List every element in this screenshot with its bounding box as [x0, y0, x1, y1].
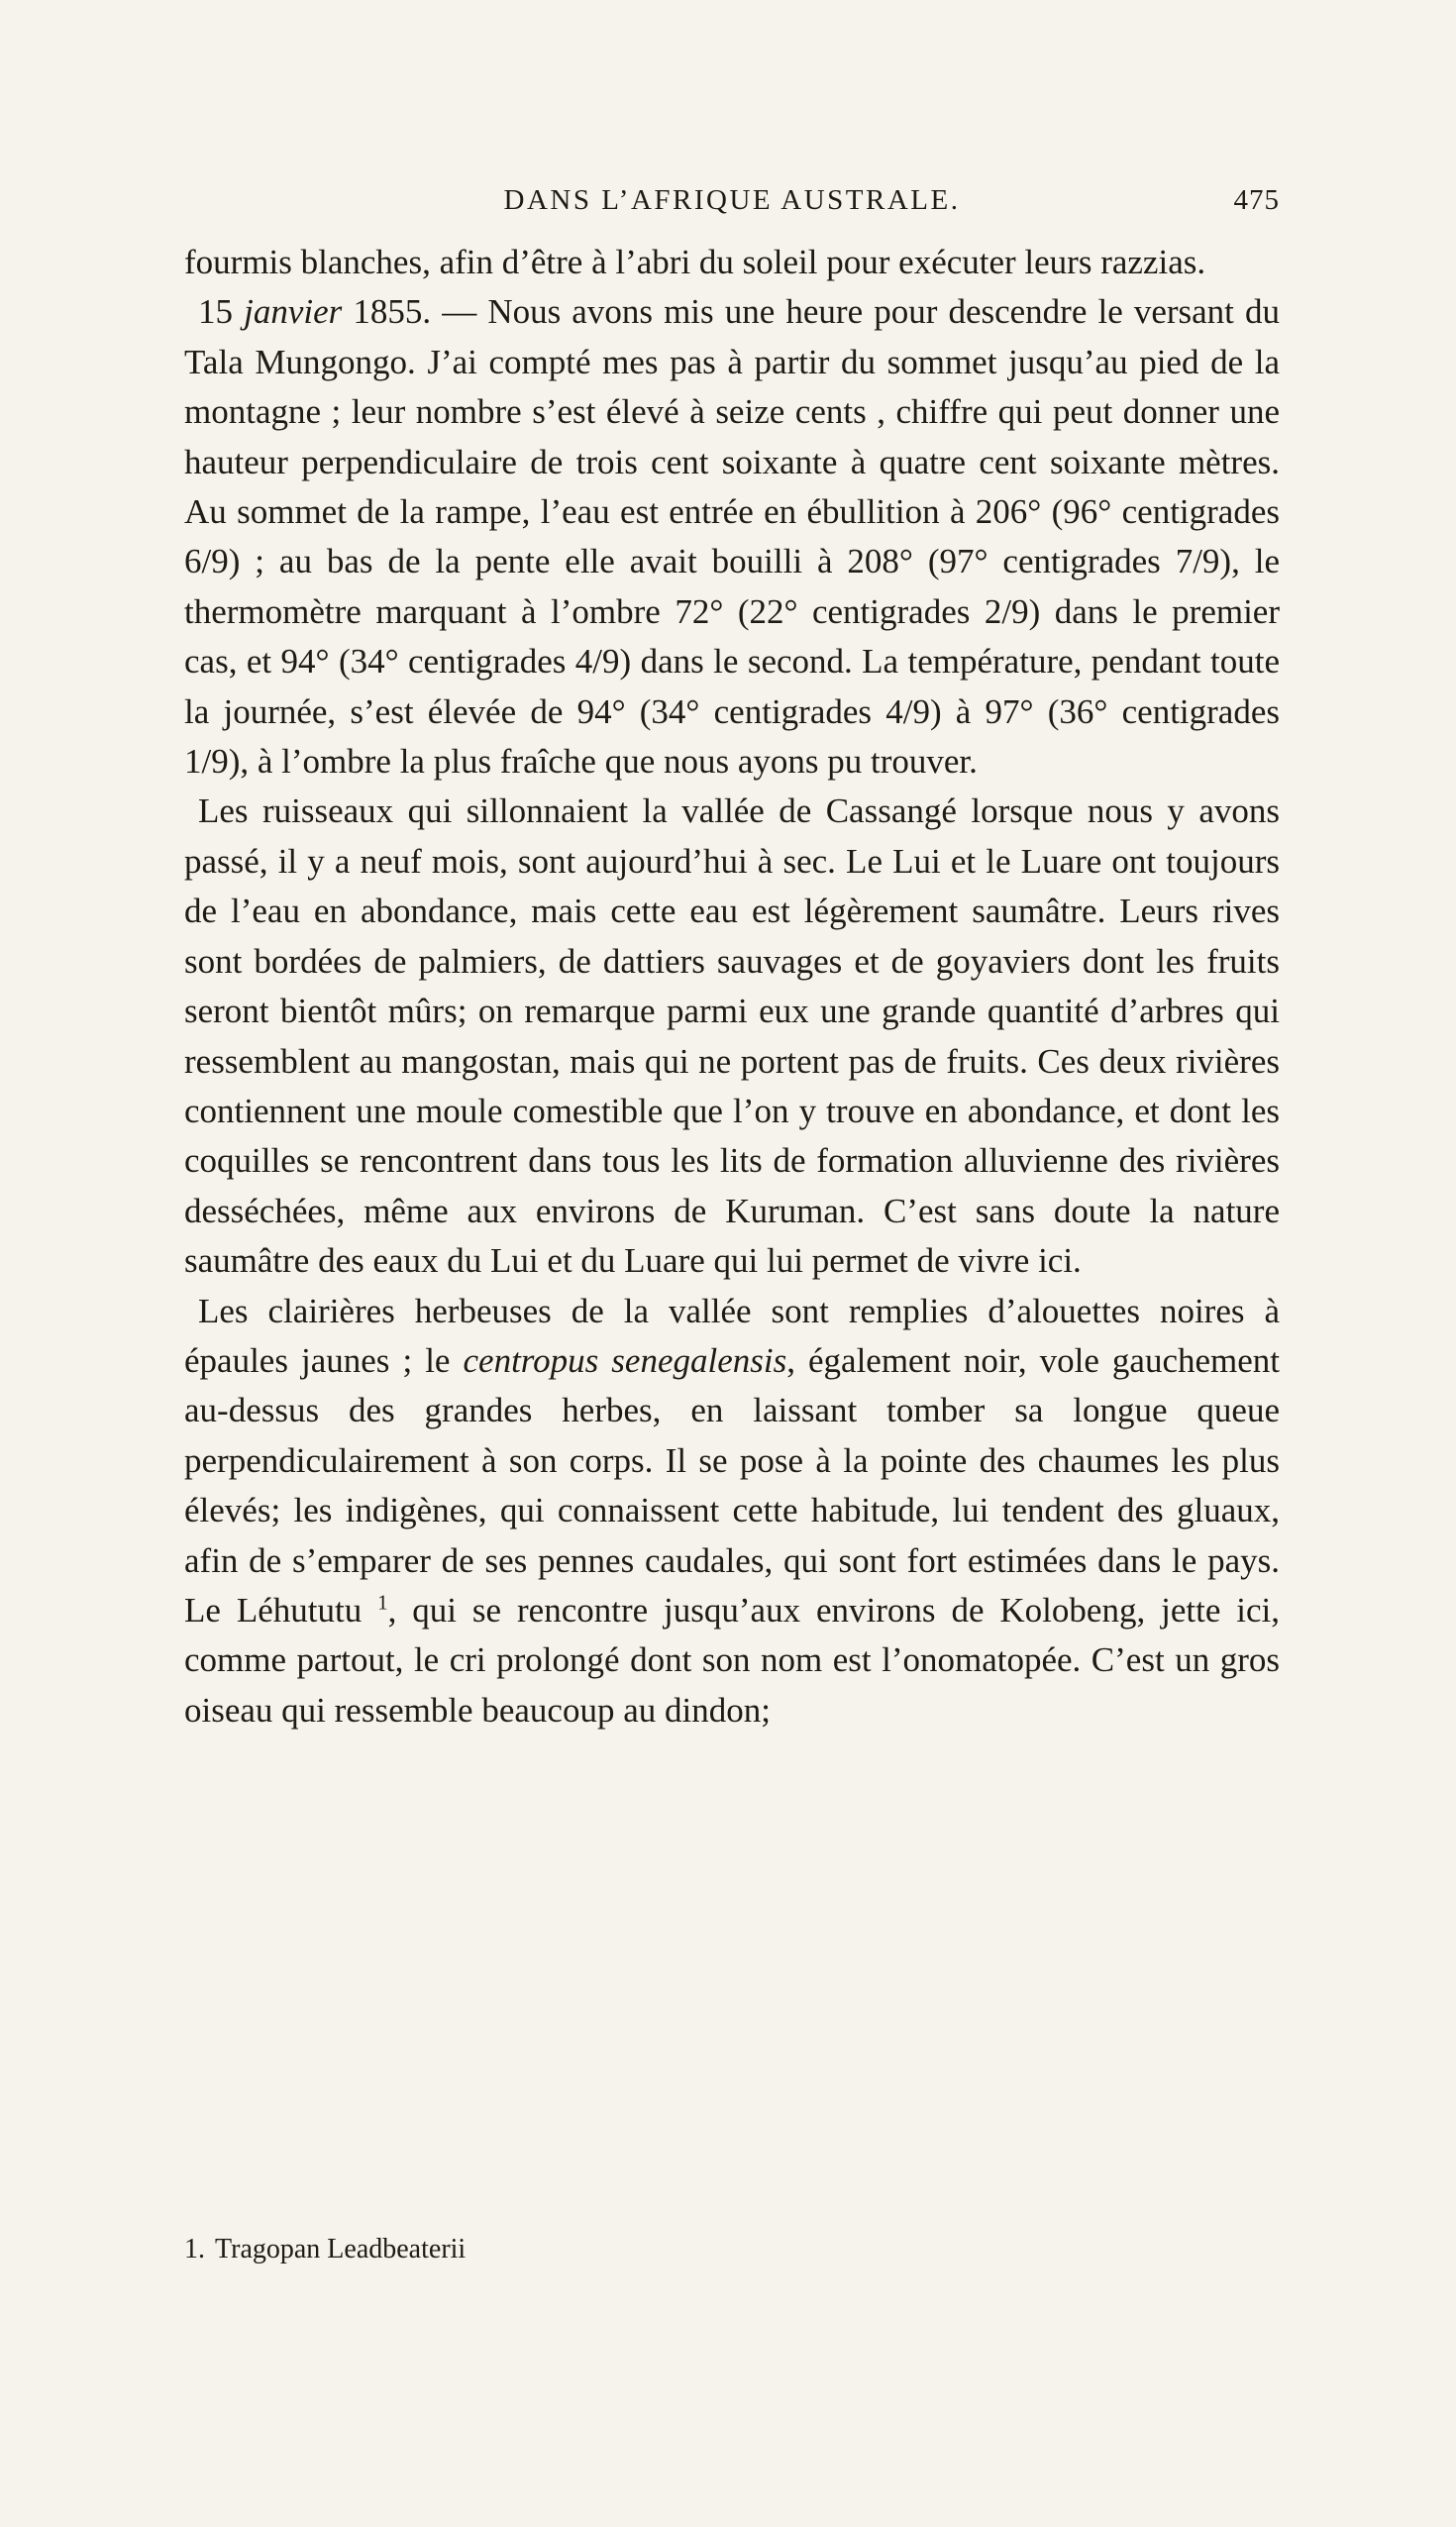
paragraph-4-mid: , également noir, vole gauchement au-dessus des grandes herbes, en laissant tomber sa longue queue perpendiculairement à son corps. Il se pose à la pointe des chaumes les plus élevés; les indigènes, qui connaissent cette habitude, lui tendent des gluaux, afin de s’emparer de ses pennes caudales, qui sont fort estimées dans le pays. Le Léhututu — [184, 1340, 1281, 1630]
paragraph-1 — [184, 238, 1280, 287]
paragraph-4-end: , qui se rencontre jusqu’aux environs de Kolobeng, jette ici, comme partout, le cri prolongé dont son nom est l’onomatopée. C’est un gros oiseau qui ressemble beaucoup au dindon; — [184, 1590, 1281, 1730]
paragraph-2-text: 1855. — Nous avons mis une heure pour descendre le versant du Tala Mungongo. J’ai compté mes pas à partir du sommet jusqu’au pied de la montagne ; leur nombre s’est élevé à seize cents , chiffre qui peut donner une hauteur perpendiculaire de trois cent soixante à quatre cent soixante mètres. Au sommet de la rampe, l’eau est entrée en ébullition à 206° (96° centigrades 6/9) ; au bas de la pente elle avait bouilli à 208° (97° centigrades 7/9), le thermomètre marquant à l’ombre 72° (22° centigrades 2/9) dans le premier cas, et 94° (34° centigrades 4/9) dans le second. La température, pendant toute la journée, s’est élevée de 94° (34° centigrades 4/9) à 97° (36° centigrades 1/9), à l’ombre la plus fraîche que nous ayons pu trouver. — [184, 292, 1281, 782]
running-title: DANS L’AFRIQUE AUSTRALE. — [503, 184, 961, 216]
footnote-reference[interactable]: 1 — [377, 1590, 388, 1615]
body-text — [184, 238, 1280, 1736]
paragraph-3-text: Les ruisseaux qui sillonnaient la vallée de Cassangé lorsque nous y avons passé, il y a neuf mois, sont aujourd’hui à sec. Le Lui et le Luare ont toujours de l’eau en abondance, mais cette eau est légèrement saumâtre. Leurs rives sont bordées de palmiers, de dattiers sauvages et de goyaviers dont les fruits seront bientôt mûrs; on remarque parmi eux une grande quantité d’arbres qui ressemblent au mangostan, mais qui ne portent pas de fruits. Ces deux rivières contiennent une moule comestible que l’on y trouve en abondance, et dont les coquilles se rencontrent dans tous les lits de formation alluvienne des rivières desséchées, même aux environs de Kuruman. C’est sans doute la nature saumâtre des eaux du Lui et du Luare qui lui permet de vivre ici. — [184, 791, 1280, 1281]
paragraph-4 — [184, 1287, 1280, 1737]
paragraph-4-start: Les clairières herbeuses de la vallée sont remplies d’alouettes noires à épaules jaunes ; le — [184, 1291, 1280, 1380]
date-day: 15 — [198, 292, 233, 332]
footnote-text: Tragopan Leadbeaterii — [215, 2234, 467, 2264]
date-month: janvier — [244, 292, 343, 332]
running-head — [184, 184, 1280, 228]
paragraph-2 — [184, 287, 1280, 787]
page-number: 475 — [1233, 184, 1280, 216]
footnote — [184, 2231, 1280, 2268]
paragraph-1-text: fourmis blanches, afin d’être à l’abri du soleil pour exécuter leurs razzias. — [184, 243, 1206, 281]
footnote-number: 1. — [184, 2234, 205, 2264]
paragraph-3 — [184, 787, 1280, 1286]
species-name: centropus senegalensis — [463, 1340, 787, 1380]
